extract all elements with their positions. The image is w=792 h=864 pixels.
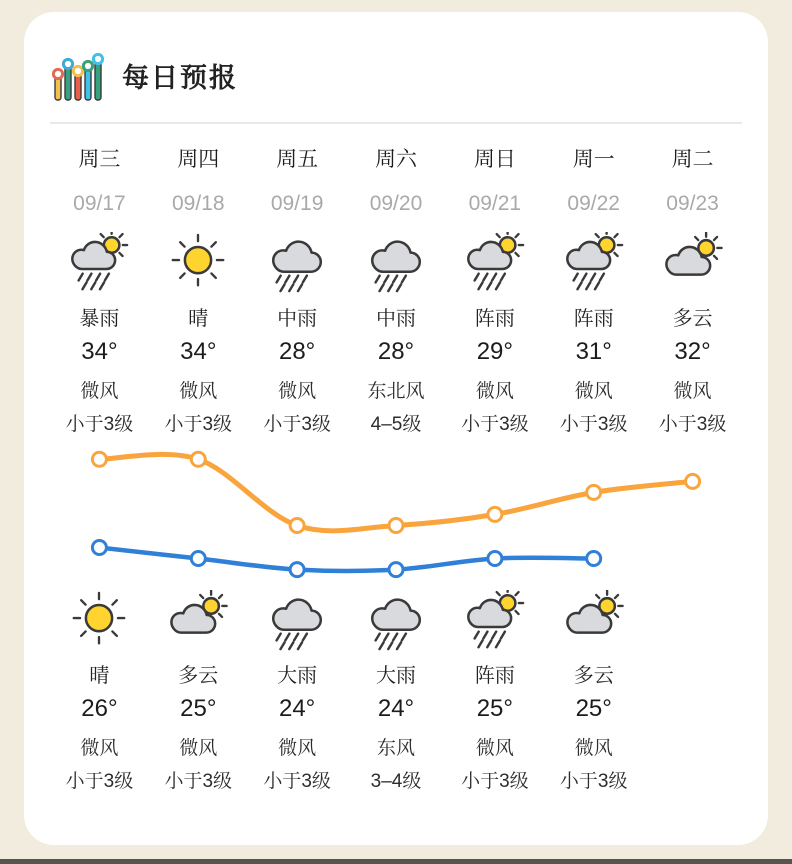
weekday-label: 周六 xyxy=(374,148,417,171)
wind-level: 小于3级 xyxy=(65,414,134,435)
day-column[interactable] xyxy=(544,144,643,441)
high-temp: 28° xyxy=(377,338,415,365)
day-column[interactable] xyxy=(149,144,248,441)
condition-label: 大雨 xyxy=(277,665,318,687)
cloud-sun-rain-icon xyxy=(445,585,544,657)
date-label: 09/18 xyxy=(171,192,225,215)
wind-level: 4–5级 xyxy=(370,414,422,435)
night-column[interactable] xyxy=(544,585,643,798)
daily-forecast-card xyxy=(24,12,768,845)
wind-direction: 微风 xyxy=(574,381,613,402)
wind-direction: 微风 xyxy=(179,381,218,402)
day-column[interactable] xyxy=(347,144,446,441)
night-column[interactable] xyxy=(248,585,347,798)
condition-label: 晴 xyxy=(89,665,110,687)
high-temp: 32° xyxy=(674,338,711,365)
wind-direction: 微风 xyxy=(80,738,119,759)
data-point xyxy=(587,485,601,499)
condition-label: 多云 xyxy=(573,665,614,687)
weekday-label: 周日 xyxy=(473,148,516,171)
wind-direction: 微风 xyxy=(179,738,218,759)
low-temp: 25° xyxy=(180,695,217,722)
empty-column xyxy=(643,585,742,798)
high-temp: 29° xyxy=(476,338,513,365)
condition-label: 多云 xyxy=(178,665,219,687)
condition-label: 阵雨 xyxy=(474,665,515,687)
wind-direction: 微风 xyxy=(475,381,514,402)
night-column[interactable] xyxy=(149,585,248,798)
high-temp: 31° xyxy=(575,338,612,365)
data-point xyxy=(92,452,106,466)
wind-direction: 微风 xyxy=(475,738,514,759)
condition-label: 阵雨 xyxy=(573,308,614,330)
cloud-sun-icon xyxy=(643,226,742,300)
condition-label: 多云 xyxy=(672,308,713,330)
data-point xyxy=(686,474,700,488)
data-point xyxy=(191,452,205,466)
cloud-sun-rain-icon xyxy=(50,226,149,300)
day-column[interactable] xyxy=(50,144,149,441)
low-temp: 26° xyxy=(81,695,118,722)
divider xyxy=(50,122,742,124)
wind-level: 小于3级 xyxy=(164,414,233,435)
wind-direction: 微风 xyxy=(278,738,317,759)
wind-level: 小于3级 xyxy=(461,771,529,792)
wind-direction: 微风 xyxy=(673,381,712,402)
high-temp: 28° xyxy=(278,338,316,365)
low-temp-line xyxy=(99,548,593,571)
data-point xyxy=(488,552,502,566)
wind-direction: 东风 xyxy=(376,738,415,759)
day-column[interactable] xyxy=(248,144,347,441)
night-column[interactable] xyxy=(445,585,544,798)
date-label: 09/23 xyxy=(666,192,719,215)
sun-icon xyxy=(50,585,149,657)
weekday-label: 周二 xyxy=(671,148,714,171)
wind-level: 小于3级 xyxy=(65,771,134,792)
condition-label: 暴雨 xyxy=(79,308,120,330)
night-column[interactable] xyxy=(50,585,149,798)
wind-level: 小于3级 xyxy=(559,771,628,792)
data-point xyxy=(587,552,601,566)
data-point xyxy=(92,541,106,555)
day-forecast-grid xyxy=(50,144,742,441)
condition-label: 阵雨 xyxy=(474,308,515,330)
condition-label: 中雨 xyxy=(277,308,318,330)
low-temp: 25° xyxy=(575,695,612,722)
page-title: 每日预报 xyxy=(122,62,238,93)
weekday-label: 周四 xyxy=(177,148,220,171)
wind-level: 小于3级 xyxy=(263,771,331,792)
wind-level: 小于3级 xyxy=(658,414,727,435)
date-label: 09/20 xyxy=(369,192,423,215)
wind-level: 小于3级 xyxy=(164,771,233,792)
bar-chart-icon xyxy=(50,48,106,102)
condition-label: 大雨 xyxy=(375,665,416,687)
night-forecast-grid xyxy=(50,585,742,798)
bottom-edge-bar xyxy=(0,859,792,864)
cloud-rain-icon xyxy=(347,585,446,657)
weekday-label: 周一 xyxy=(572,148,615,171)
cloud-sun-rain-icon xyxy=(544,226,643,300)
low-temp: 25° xyxy=(476,695,513,722)
cloud-rain-icon xyxy=(248,585,347,657)
card-header xyxy=(50,48,742,102)
condition-label: 中雨 xyxy=(375,308,416,330)
data-point xyxy=(290,519,304,533)
cloud-sun-rain-icon xyxy=(445,226,544,300)
high-temp: 34° xyxy=(81,338,118,365)
night-column[interactable] xyxy=(347,585,446,798)
cloud-sun-icon xyxy=(149,585,248,657)
weekday-label: 周五 xyxy=(276,148,319,171)
date-label: 09/17 xyxy=(73,192,126,215)
data-point xyxy=(389,563,403,577)
wind-direction: 微风 xyxy=(80,381,119,402)
date-label: 09/22 xyxy=(567,192,620,215)
condition-label: 晴 xyxy=(188,308,209,330)
low-temp: 24° xyxy=(377,695,415,722)
temperature-chart xyxy=(50,445,742,585)
wind-level: 3–4级 xyxy=(370,771,422,792)
data-point xyxy=(191,552,205,566)
sun-icon xyxy=(149,226,248,300)
day-column[interactable] xyxy=(643,144,742,441)
wind-direction: 东北风 xyxy=(367,381,425,402)
wind-direction: 微风 xyxy=(574,738,613,759)
cloud-rain-icon xyxy=(248,226,347,300)
high-temp: 34° xyxy=(180,338,217,365)
wind-level: 小于3级 xyxy=(461,414,529,435)
cloud-sun-icon xyxy=(544,585,643,657)
cloud-rain-icon xyxy=(347,226,446,300)
low-temp: 24° xyxy=(278,695,316,722)
day-column[interactable] xyxy=(445,144,544,441)
wind-level: 小于3级 xyxy=(559,414,628,435)
wind-level: 小于3级 xyxy=(263,414,331,435)
weekday-label: 周三 xyxy=(78,148,121,171)
data-point xyxy=(290,563,304,577)
wind-direction: 微风 xyxy=(278,381,317,402)
data-point xyxy=(389,519,403,533)
date-label: 09/21 xyxy=(468,192,522,215)
date-label: 09/19 xyxy=(270,192,324,215)
data-point xyxy=(488,507,502,521)
